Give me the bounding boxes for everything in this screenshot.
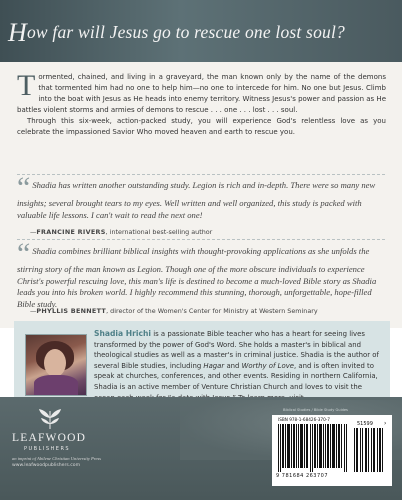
arrow-icon: ›	[384, 420, 387, 427]
divider	[17, 239, 385, 240]
header-banner	[0, 0, 402, 62]
isbn-barcode	[272, 415, 392, 486]
quote-mark-icon: “	[17, 237, 31, 270]
intro-paragraph-1: ormented, chained, and living in a graveyard, the man known only by the name of the demons that tormented him had no one to help him—no one to intercede for him. No one but Jesus. Climb into the boat with Jesus as He heads into enemy territory. Witness Jesus's power and passion as He battles violent storms and armies of demons to rescue . . . one . . . lost . . . soul.	[17, 73, 386, 114]
author-name: Shadia Hrichi	[94, 329, 152, 338]
publisher-name: LEAFWOOD	[12, 432, 87, 444]
publisher-tagline: an imprint of Abilene Christian University Press	[12, 456, 102, 461]
quote-mark-icon: “	[17, 171, 31, 204]
isbn-text: ISBN 978-1-68426-370-7	[278, 417, 330, 422]
publisher-url[interactable]: www.leafwoodpublishers.com	[12, 463, 81, 468]
endorsement-attribution-2: —PHYLLIS BENNETT, director of the Women's Center for Ministry at Western Seminary	[30, 307, 318, 315]
book-category: Biblical Studies / Bible Study Guides	[283, 408, 348, 412]
publisher-subtitle: PUBLISHERS	[24, 446, 71, 452]
author-bio: Shadia Hrichi is a passionate Bible teacher who has a heart for seeing lives transformed by the power of God's Word. She holds a master's in biblical and theological studies as well as a master's in criminal justice. Shadia is the author of several Bible studies, including Hagar and Worthy of Love, and is often invited to speak at churches, conferences, and other events. Residing in northern California, Shadia is an active member of Venture Christian Church and loves to visit the	[94, 329, 382, 414]
price-code: 51599	[357, 421, 373, 427]
endorsement-quote-1: “ Shadia has written another outstanding study. Legion is rich and in-depth. There were so many new insights; several brought tears to my eyes. Well written and well organized, this study is packed with valuable life lessons. I can't wait to read the next one!	[17, 171, 376, 220]
author-photo	[25, 334, 87, 396]
barcode-digits: 9 781684 263707	[276, 473, 329, 479]
endorsement-quote-2: “ Shadia combines brilliant biblical insights with thought-provoking applications as she unfolds the stirring story of the man known as Legion. Though one of the more obscure individuals to experience Christ's powerful rescuing love, this man's life is destined to become a much-loved Bible story as Shadia leads you into his broken world. I highly recommend this stunning, thorough, unforgettable, hope-filled Bible study.	[17, 237, 377, 309]
intro-text	[17, 69, 386, 138]
endorsement-attribution-1: —FRANCINE RIVERS, international best-selling author	[30, 228, 213, 236]
tagline-heading: How far will Jesus go to rescue one lost soul?	[8, 18, 345, 47]
leaf-logo-icon	[35, 408, 65, 430]
drop-cap: T	[17, 69, 36, 102]
divider	[17, 174, 385, 175]
intro-paragraph-2: Through this six-week, action-packed study, you will experience God's relentless love as you celebrate the impassioned Savior Who moved heaven and earth to rescue you.	[17, 117, 386, 136]
barcode-extension-bars	[354, 428, 384, 472]
barcode-bars	[278, 424, 348, 472]
